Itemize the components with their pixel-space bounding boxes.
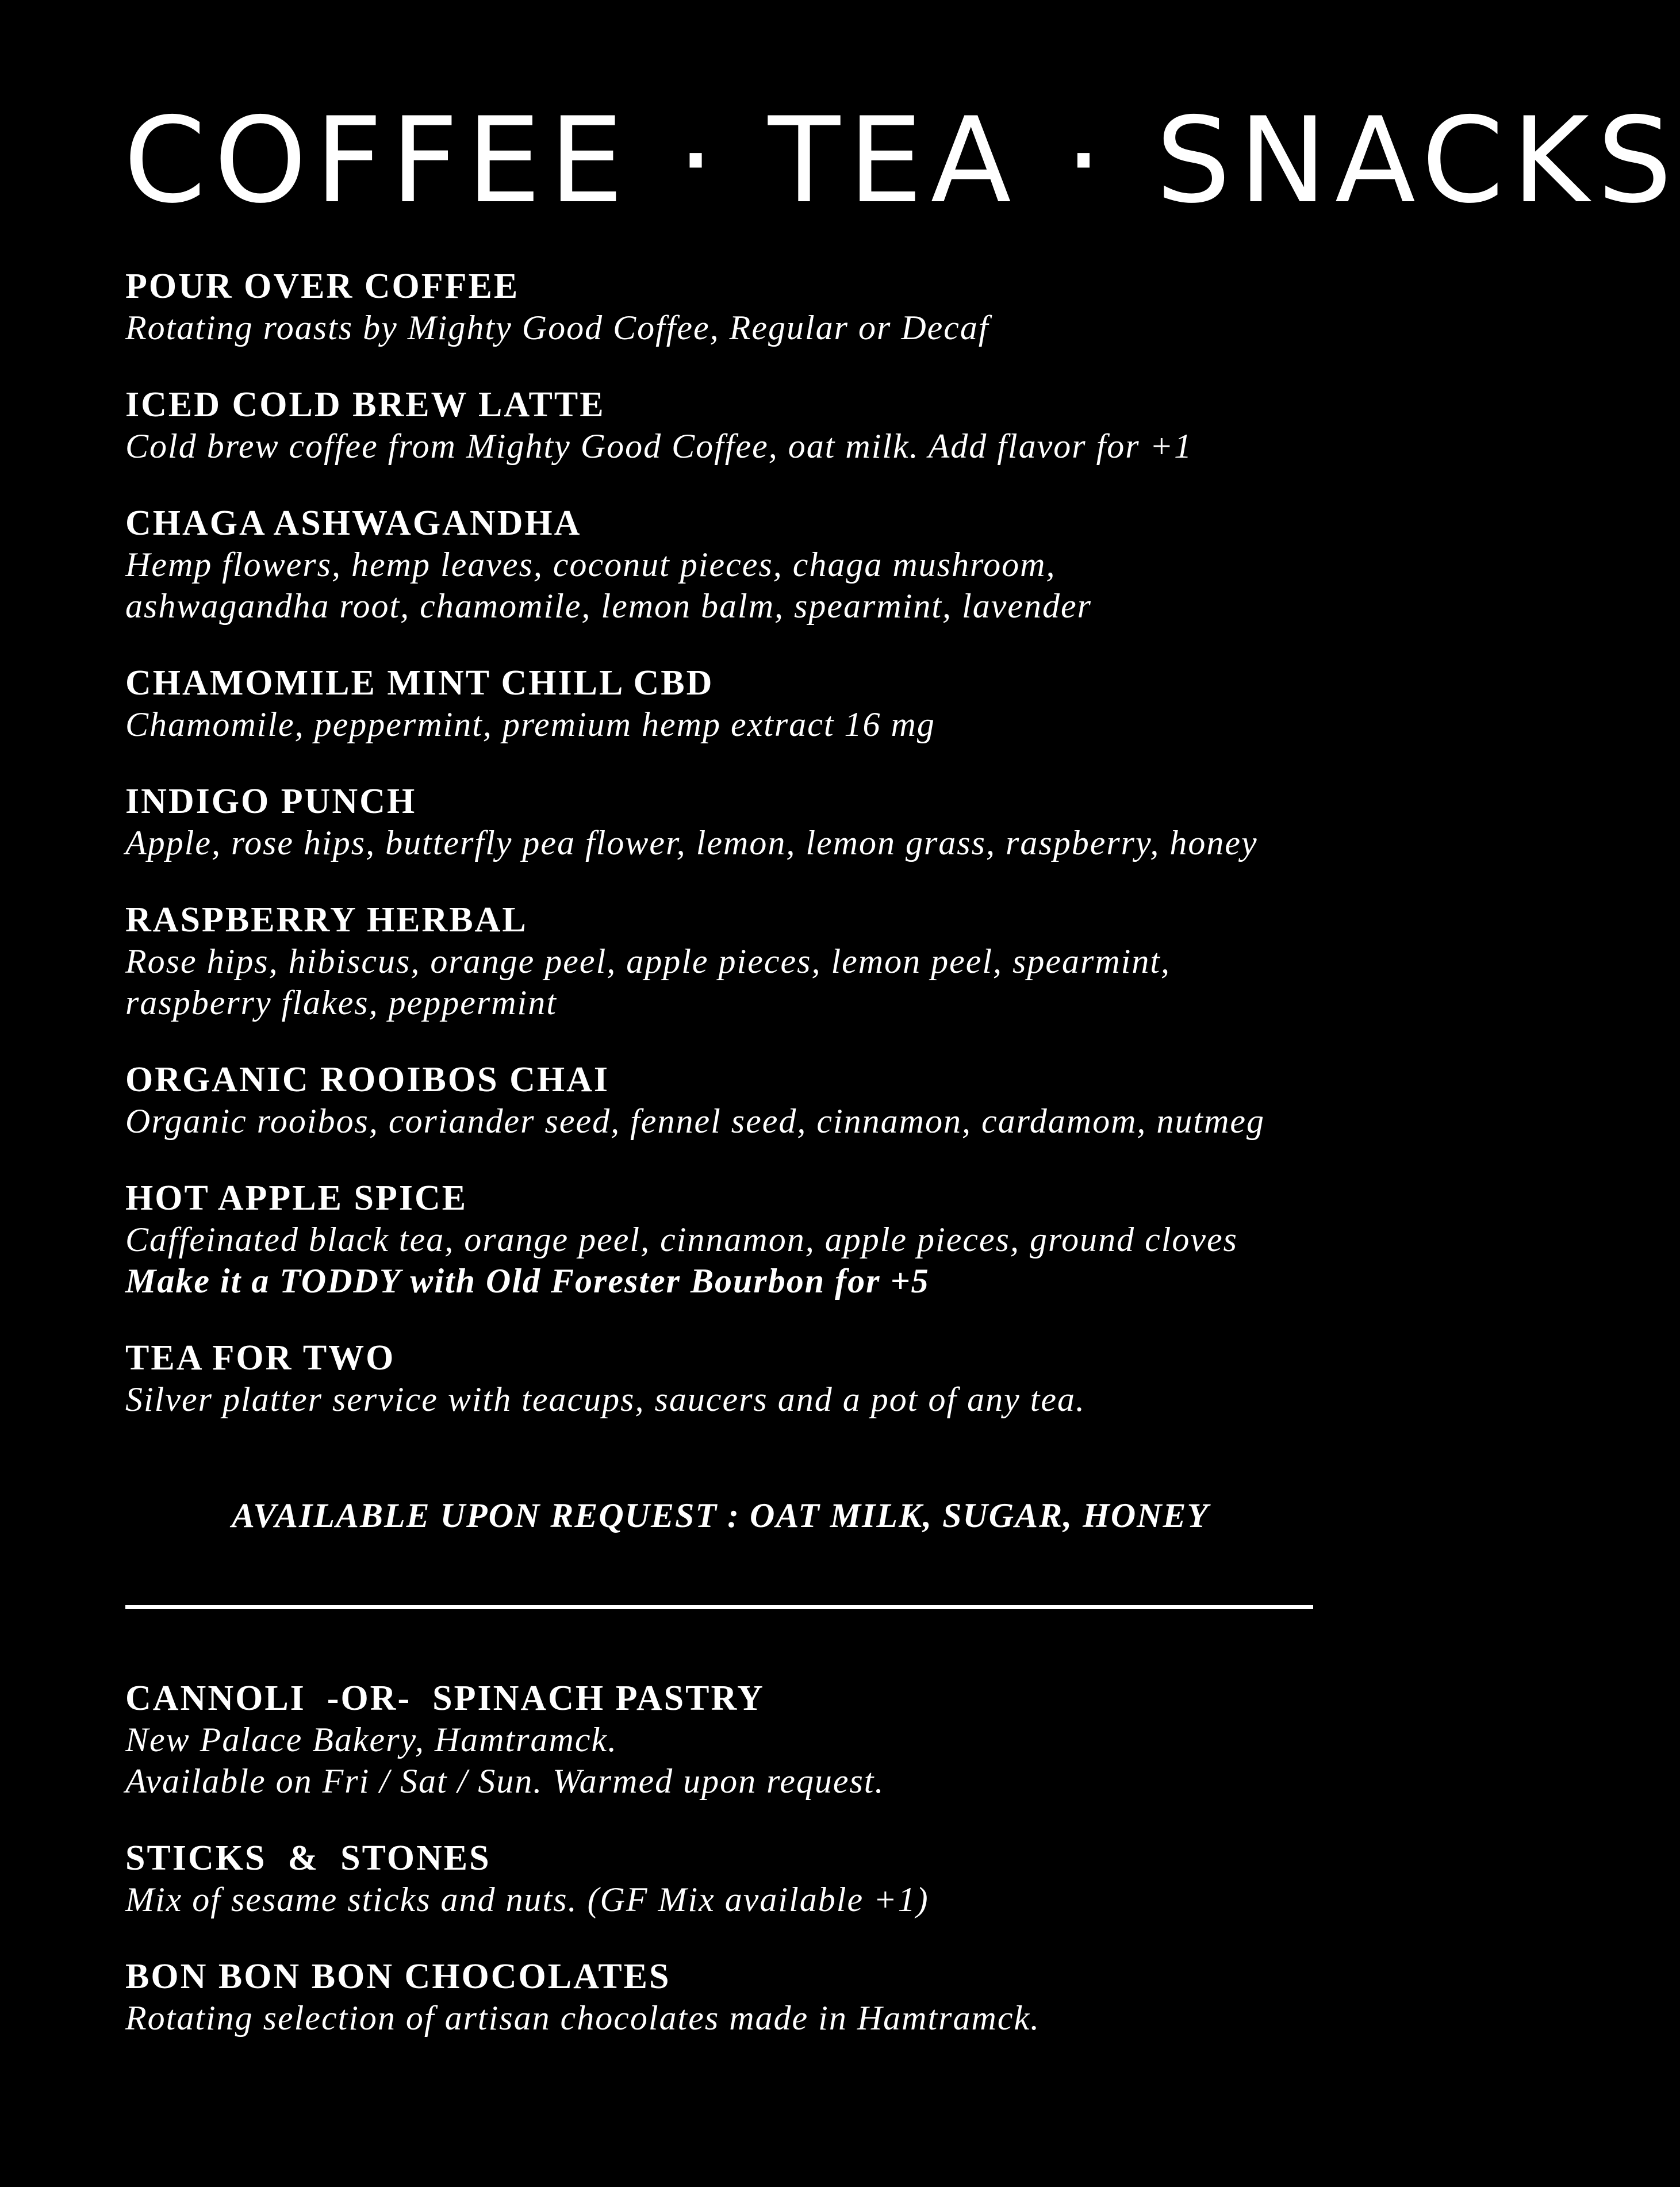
menu-item-bon-bon-bon-chocolates — [125, 1956, 1315, 2039]
item-description: Rose hips, hibiscus, orange peel, apple pieces, lemon peel, spearmint, — [125, 942, 1171, 980]
item-description: Hemp flowers, hemp leaves, coconut pieces, chaga mushroom, — [125, 546, 1056, 584]
item-description: raspberry flakes, peppermint — [125, 984, 557, 1022]
item-name: ORGANIC ROOIBOS CHAI — [125, 1060, 609, 1099]
item-description: New Palace Bakery, Hamtramck. — [125, 1721, 618, 1759]
item-description: Mix of sesame sticks and nuts. (GF Mix available +1) — [125, 1881, 929, 1919]
menu-item-indigo-punch — [125, 781, 1315, 864]
menu-item-raspberry-herbal — [125, 899, 1315, 1023]
item-upgrade-note: Make it a TODDY with Old Forester Bourbon for +5 — [125, 1262, 930, 1300]
item-name: CHAGA ASHWAGANDHA — [125, 504, 582, 543]
item-name: TEA FOR TWO — [125, 1338, 396, 1378]
item-name: CANNOLI -OR- SPINACH PASTRY — [125, 1679, 765, 1718]
drinks-section — [125, 266, 1315, 1456]
menu-item-sticks-and-stones — [125, 1837, 1315, 1920]
item-description: Cold brew coffee from Mighty Good Coffee, oat milk. Add flavor for +1 — [125, 427, 1193, 465]
menu-item-hot-apple-spice — [125, 1177, 1315, 1302]
item-name: BON BON BON CHOCOLATES — [125, 1957, 671, 1996]
available-upon-request-note: AVAILABLE UPON REQUEST : OAT MILK, SUGAR, HONEY — [231, 1497, 1210, 1534]
menu-item-chaga-ashwagandha — [125, 502, 1315, 627]
item-name: STICKS & STONES — [125, 1839, 491, 1878]
item-description: Rotating roasts by Mighty Good Coffee, Regular or Decaf — [125, 309, 989, 347]
menu-item-pour-over-coffee — [125, 266, 1315, 348]
item-name: RASPBERRY HERBAL — [125, 900, 528, 939]
item-description: Rotating selection of artisan chocolates made in Hamtramck. — [125, 1999, 1041, 2037]
item-name: ICED COLD BREW LATTE — [125, 385, 605, 424]
item-name: POUR OVER COFFEE — [125, 267, 520, 306]
menu-item-chamomile-mint-chill-cbd — [125, 662, 1315, 745]
item-description: Organic rooibos, coriander seed, fennel seed, cinnamon, cardamom, nutmeg — [125, 1102, 1265, 1140]
item-description: Caffeinated black tea, orange peel, cinnamon, apple pieces, ground cloves — [125, 1221, 1238, 1259]
section-divider — [125, 1605, 1313, 1609]
item-description: Chamomile, peppermint, premium hemp extract 16 mg — [125, 705, 935, 743]
menu-item-organic-rooibos-chai — [125, 1059, 1315, 1142]
item-name: CHAMOMILE MINT CHILL CBD — [125, 663, 714, 703]
menu-item-cannoli-or-spinach-pastry — [125, 1678, 1315, 1802]
menu-title: COFFEE · TEA · SNACKS — [124, 93, 1680, 229]
item-name: INDIGO PUNCH — [125, 782, 417, 821]
item-description: Available on Fri / Sat / Sun. Warmed upon request. — [125, 1762, 885, 1800]
snacks-section — [125, 1678, 1315, 2074]
item-description: Apple, rose hips, butterfly pea flower, lemon, lemon grass, raspberry, honey — [125, 824, 1258, 862]
item-name: HOT APPLE SPICE — [125, 1179, 468, 1218]
item-description: ashwagandha root, chamomile, lemon balm, spearmint, lavender — [125, 587, 1092, 625]
menu-item-tea-for-two — [125, 1337, 1315, 1420]
menu-item-iced-cold-brew-latte — [125, 384, 1315, 467]
item-description: Silver platter service with teacups, saucers and a pot of any tea. — [125, 1380, 1086, 1418]
